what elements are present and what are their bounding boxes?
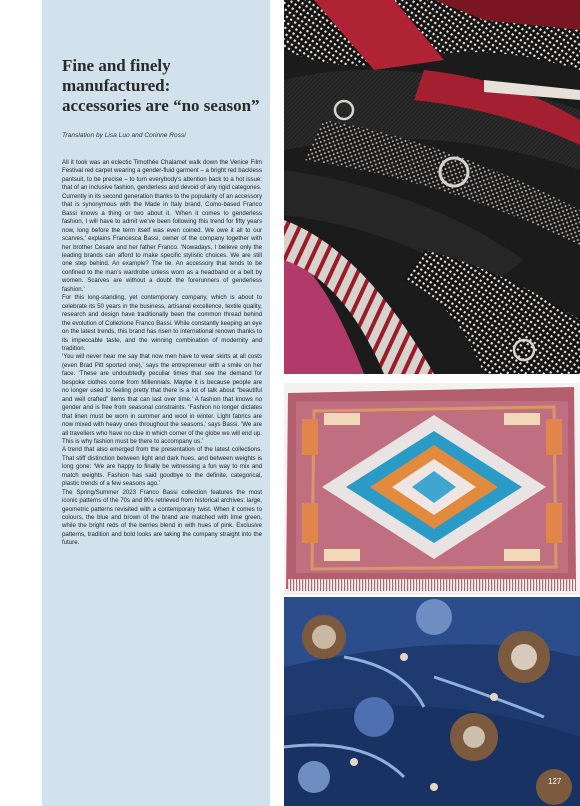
title-line: manufactured: — [62, 76, 171, 95]
paragraph: ‘You will never hear me say that now men have to wear skirts at all costs (even Brad Pitt sported one),’ says the entrepreneur with a smile on her face. ‘These are undoubtedly peculiar times that see the demand for bespoke clothes come from Millennials. Maybe it is because people are no longer used to feeling pretty that there is a lot of talk about “beautiful and well crafted” items that can last over time.’ A fashion that knows no gender and is free from seasonal constraints. ‘Fashion no longer dictates that linen must be worn in summer and wool in winter. Light fabrics are now mixed with heavy ones throughout the seasons,’ says Bassi. ‘We are all travellers who have no clue in which corner of the globe we will end up. This is why fashion must be there to accompany us.’ — [62, 353, 262, 445]
page-number: 127 — [548, 777, 562, 786]
scarf-photo — [284, 383, 580, 595]
paragraph: For this long-standing, yet contemporary company, which is about to celebrate its 50 years in the business, artisanal excellence, textile quality, research and design have traditionally been the common thread behind the evolution of Collezione Franco Bassi. While constantly keeping an eye on the latest trends, this brand has risen to international renown thanks to its impeccable taste, and the winning combination of modernity and tradition. — [62, 294, 262, 352]
translation-credit: Translation by Lisa Luo and Corinne Rossi — [62, 132, 186, 139]
tie-fabric-photo — [284, 0, 580, 374]
title-line: Fine and finely — [62, 56, 171, 75]
article-title — [62, 56, 262, 116]
paragraph: The Spring/Summer 2023 Franco Bassi collection features the most iconic patterns of the 70s and 80s retrieved from historical archives: large, geometric patterns revisited with a contemporary twist. When it comes to colours, the blue and brown of the brand are matched with lime green, while the bright reds of the berries blend in with hues of pink. Exclusive patterns, tradition and bold looks are taking the company straight into the future. — [62, 488, 262, 547]
paragraph: Currently in its second generation thanks to the popularity of an accessory that is synonymous with the Made in Italy brand, Como-based Franco Bassi knows a thing or two about it. ‘When it comes to genderless fashion, I will have to admit we’ve been following this trend for fifty years now, long before the term itself was even coined. We owe it all to our scarves,’ explains Francesca Bassi, owner of the company together with her brother Cesare and her father Franco. ‘Nowadays, I believe only the leading brands can afford to make specific stylistic choices. We are still one step behind. An example? The tie. An accessory that tends to be confined to the man’s wardrobe unless worn as a headband or a belt by women. Scarves are without a doubt the forerunners of genderless fashion.’ — [62, 192, 262, 293]
floral-fabric-photo — [284, 597, 580, 806]
article-body — [62, 159, 262, 548]
paragraph: A trend that also emerged from the presentation of the latest collections. That stiff distinction between light and dark hues, and between weights is long gone: ‘We are happy to finally be witnessing a fun way to mix and match weights. Fashion has said goodbye to the definite, categorical, plastic trends of a few seasons ago.’ — [62, 446, 262, 488]
article-column — [42, 0, 270, 806]
paragraph: All it took was an eclectic Timothée Chalamet walk down the Venice Film Festival red carpet wearing a gender-fluid garment – a bright red backless pantsuit, to be precise – to turn everybody’s attention back to a hot issue: that of an inclusive fashion, genderless and devoid of any rigid categories. — [62, 159, 262, 192]
title-line: accessories are “no season” — [62, 96, 260, 115]
